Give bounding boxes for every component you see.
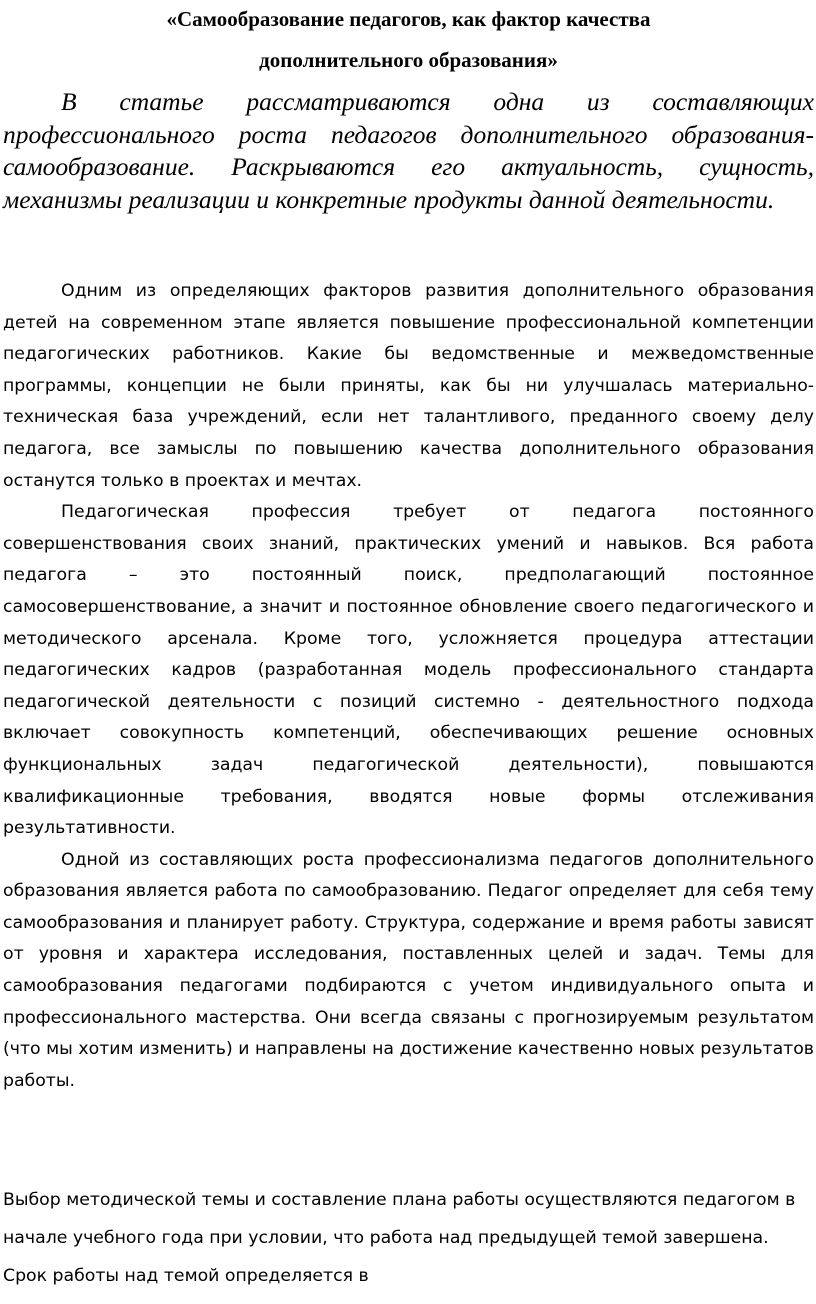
article-body bbox=[3, 276, 814, 1097]
tail-paragraph: Выбор методической темы и составление плана работы осуществляются педагогом в начале учебного года при условии, что работа над предыдущей темой завершена. Срок работы над темой определяется в bbox=[3, 1190, 796, 1286]
document-title-line-2: дополнительного образования» bbox=[259, 48, 558, 72]
body-paragraph-2: Педагогическая профессия требует от педагога постоянного совершенствования своих знаний, практических умений и навыков. Вся работа педагога – это постоянный поиск, предполагающий постоянное самосовершенствование, а значит и постоянное обновление своего педагогического и методического арсенала. Кроме того, усложняется процедура аттестации педагогических кадров (разработанная модель профессионального стандарта педагогической деятельности с позиций системно - деятельностного подхода включает совокупность компетенций, обеспечивающих решение основных функциональных задач педагогической деятельности), повышаются квалификационные требования, вводятся новые формы отслеживания результативности. bbox=[3, 502, 814, 839]
abstract-paragraph: В статье рассматриваются одна из составляющих профессионального роста педагогов дополнительного образования- самообразование. Раскрываются его актуальность, сущность, механизмы реализации и конкретные продукты данной деятельности. bbox=[3, 87, 814, 214]
body-paragraph-3: Одной из составляющих роста профессионализма педагогов дополнительного образования является работа по самообразованию. Педагог определяет для себя тему самообразования и планирует работу. Структура, содержание и время работы зависят от уровня и характера исследования, поставленных целей и задач. Темы для самообразования педагогами подбираются с учетом индивидуального опыта и профессионального мастерства. Они всегда связаны с прогнозируемым результатом (что мы хотим изменить) и направлены на достижение качественно новых результатов работы. bbox=[3, 849, 814, 1091]
body-paragraph-1: Одним из определяющих факторов развития дополнительного образования детей на современном этапе является повышение профессиональной компетенции педагогических работников. Какие бы ведомственные и межведомственные программы, концепции не были приняты, как бы ни улучшалась материально-техническая база учреждений, если нет талантливого, преданного своему делу педагога, все замыслы по повышению качества дополнительного образования останутся только в проектах и мечтах. bbox=[3, 281, 814, 491]
document-title-line-1: «Самообразование педагогов, как фактор качества bbox=[166, 7, 651, 31]
